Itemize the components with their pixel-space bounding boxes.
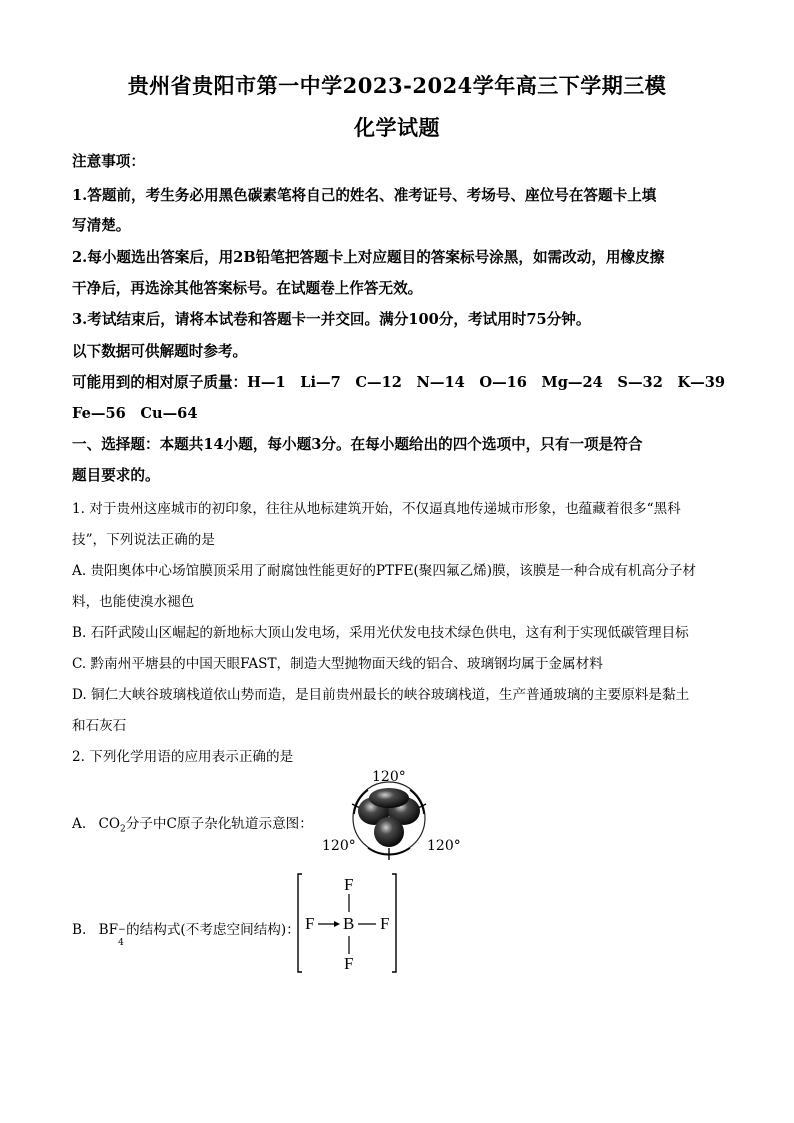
exam-subtitle: 化学试题 <box>354 115 440 140</box>
notice-item-1: 1.答题前，考生务必用黑色碳素笔将自己的姓名、准考证号、考场号、座位号在答题卡上填 <box>72 187 657 204</box>
option-letter: A. <box>72 816 87 832</box>
q2-option-a <box>72 812 313 835</box>
section-heading-cont: 题目要求的。 <box>72 467 160 484</box>
option-text: 的结构式(不考虑空间结构)： <box>126 922 300 938</box>
exam-title: 贵州省贵阳市第一中学2023-2024学年高三下学期三模 <box>127 73 667 98</box>
q2-stem: 2. 下列化学用语的应用表示正确的是 <box>72 749 294 765</box>
q1-option-b: B. 石阡武陵山区崛起的新地标大顶山发电场，采用光伏发电技术绿色供电，这有利于实现低碳管理目标 <box>72 625 689 641</box>
notice-item-3: 3.考试结束后，请将本试卷和答题卡一并交回。满分100分，考试用时75分钟。 <box>72 311 591 328</box>
q1-option-a-cont: 料，也能使溴水褪色 <box>72 594 195 610</box>
angle-label-left: 120° <box>322 838 356 854</box>
arrow-icon <box>334 921 340 927</box>
q1-stem: 1. 对于贵州这座城市的初印象，往往从地标建筑开始，不仅逼真地传递城市形象，也蕴藏着很多“黑科 <box>72 501 681 517</box>
notice-item-1-cont: 写清楚。 <box>72 217 131 234</box>
notice-item-2-cont: 干净后，再选涂其他答案标号。在试题卷上作答无效。 <box>72 280 423 297</box>
atom-f-top: F <box>344 875 354 894</box>
section-heading: 一、选择题：本题共14小题，每小题3分。在每小题给出的四个选项中，只有一项是符合 <box>72 436 643 453</box>
orbital-lobe-top <box>369 788 409 808</box>
q1-option-a: A. 贵阳奥体中心场馆膜顶采用了耐腐蚀性能更好的PTFE(聚四氟乙烯)膜，该膜是一种合成有机高分子材 <box>72 563 696 579</box>
data-note: 以下数据可供解题时参考。 <box>72 343 248 360</box>
atom-b-center: B <box>343 914 355 933</box>
bf4-structure <box>296 872 400 976</box>
q1-option-c: C. 黔南州平塘县的中国天眼FAST，制造大型抛物面天线的铝合、玻璃钢均属于金属材料 <box>72 656 603 672</box>
angle-label-top: 120° <box>372 769 406 785</box>
right-bracket <box>392 874 396 972</box>
co2-formula: $CO_2$ <box>98 816 126 835</box>
q1-option-d: D. 铜仁大峡谷玻璃栈道依山势而造，是目前贵州最长的峡谷玻璃栈道，生产普通玻璃的主要原料是黏土 <box>72 687 690 703</box>
atomic-mass-line: 可能用到的相对原子质量：H—1 Li—7 C—12 N—14 O—16 Mg—24 S—32 K—39 <box>72 374 726 391</box>
option-letter: B. <box>72 922 87 938</box>
atom-f-right: F <box>380 914 390 933</box>
atomic-mass-line-cont: Fe—56 Cu—64 <box>72 405 198 422</box>
option-text: 分子中C原子杂化轨道示意图： <box>125 816 313 832</box>
notice-item-2: 2.每小题选出答案后，用2B铅笔把答题卡上对应题目的答案标号涂黑，如需改动，用橡皮擦 <box>72 249 665 266</box>
atom-f-left: F <box>305 914 315 933</box>
q1-stem-cont: 技”，下列说法正确的是 <box>72 532 215 548</box>
q1-option-d-cont: 和石灰石 <box>72 718 127 734</box>
bf4-formula: BF − 4 <box>98 922 126 948</box>
atom-f-bottom: F <box>344 954 354 973</box>
q2-option-b <box>72 918 300 948</box>
left-bracket <box>298 874 302 972</box>
orbital-lobe-bottom <box>374 817 404 847</box>
notice-heading: 注意事项： <box>72 153 145 170</box>
angle-label-right: 120° <box>427 838 461 854</box>
